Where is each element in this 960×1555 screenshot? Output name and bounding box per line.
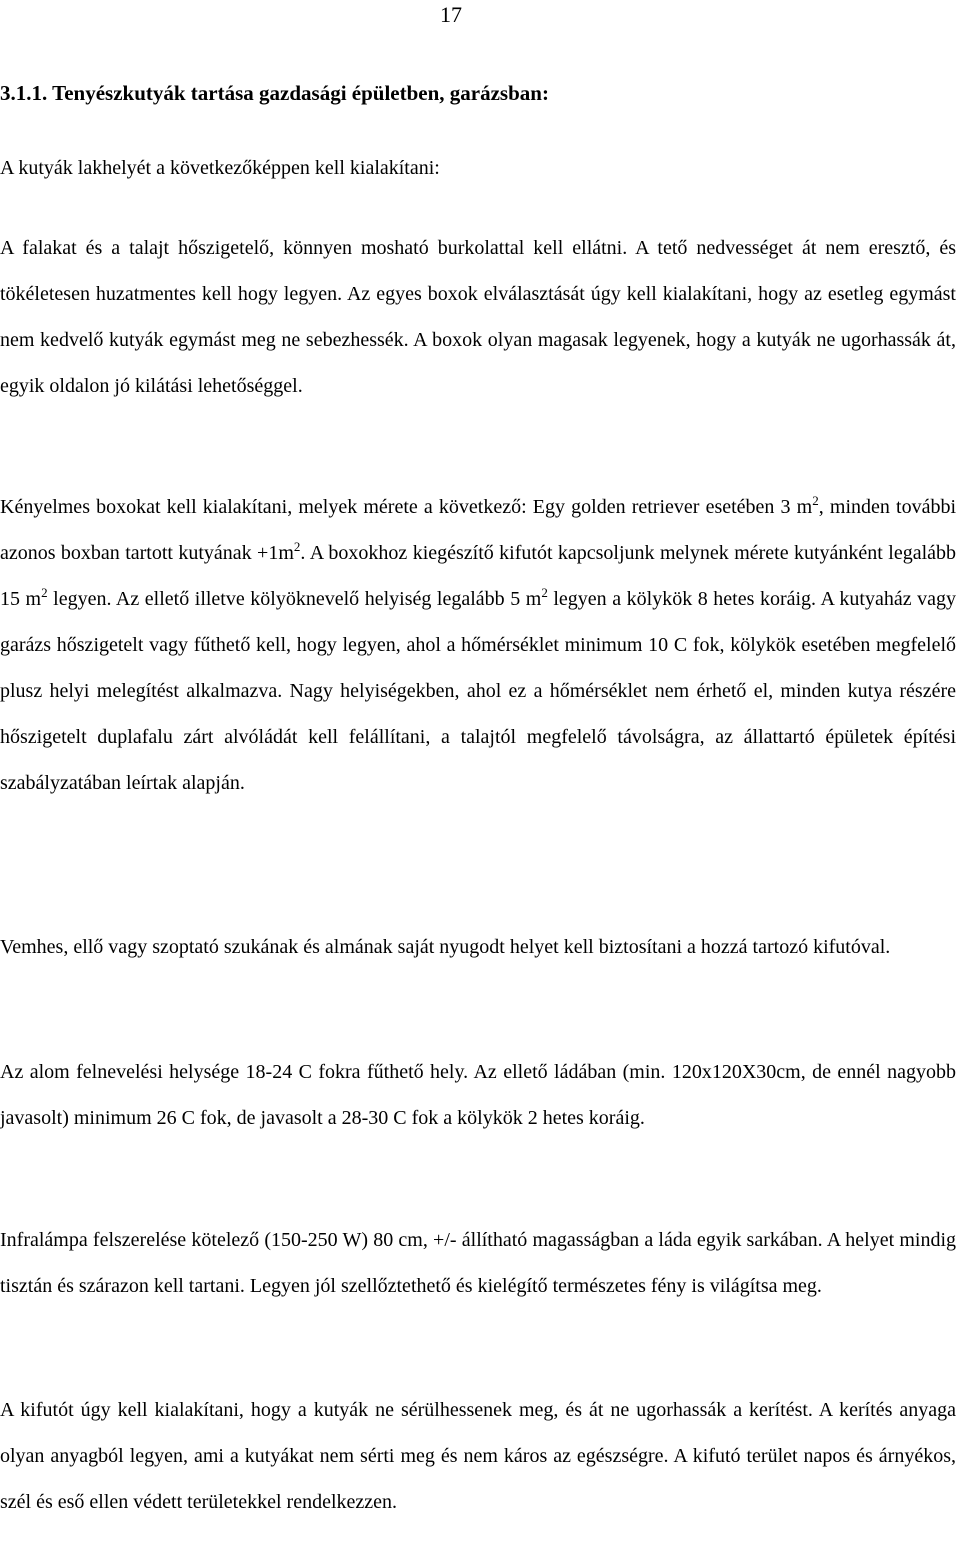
boxes-text-4: legyen. Az ellető illetve kölyöknevelő helyiség legalább 5 m [47, 588, 542, 610]
boxes-text-3: . A boxokhoz kiegészítő kifutót kapcsoljunk melynek mérete kutyánként legalább 15 m [0, 542, 957, 610]
boxes-text-1: Kényelmes boxokat kell kialakítani, melyek mérete a következő: Egy golden retriever esetében 3 m [0, 496, 813, 518]
page-number: 17 [440, 2, 462, 27]
superscript-2: 2 [541, 585, 548, 601]
superscript-2: 2 [293, 539, 301, 555]
superscript-2: 2 [41, 585, 48, 601]
boxes-text-2: , minden további azonos boxban tartott kutyának +1m [0, 496, 957, 564]
section-heading: 3.1.1. Tenyészkutyák tartása gazdasági épületben, garázsban: [0, 81, 549, 105]
superscript-2: 2 [812, 493, 819, 509]
boxes-text-5: legyen a kölykök 8 hetes koráig. A kutyaház vagy garázs hőszigetelt vagy fűthető kell, hogy legyen, ahol a hőmérséklet minimum 10 C fok, kölykök esetében megfelelő plusz helyi melegítést alkalmazva. Nagy helyiségekben, ahol ez a hőmérséklet nem érhető el, minden kutya részére hőszigetelt duplafalu zárt alvóládát kell felállítani, a talajtól megfelelő távolságra, az állattartó épületek építési szabályzatában leírtak alapján. [0, 588, 956, 794]
run-paragraph: A kifutót úgy kell kialakítani, hogy a kutyák ne sérülhessenek meg, és át ne ugorhassák a kerítést. A kerítés anyaga olyan anyagból legyen, ami a kutyákat nem sérti meg és nem káros az egészségre. A kifutó terület napos és árnyékos, szél és eső ellen védett területekkel rendelkezzen. [0, 1399, 956, 1513]
intro-paragraph: A kutyák lakhelyét a következőképpen kell kialakítani: [0, 157, 440, 179]
boxes-paragraph [0, 484, 956, 806]
lamp-paragraph: Infralámpa felszerelése kötelező (150-250 W) 80 cm, +/- állítható magasságban a láda egyik sarkában. A helyet mindig tisztán és szárazon kell tartani. Legyen jól szellőztethető és kielégítő természetes fény is világítsa meg. [0, 1229, 956, 1297]
pregnant-paragraph: Vemhes, ellő vagy szoptató szukának és almának saját nyugodt helyet kell biztosítani a hozzá tartozó kifutóval. [0, 936, 891, 958]
heat-paragraph: Az alom felnevelési helysége 18-24 C fokra fűthető hely. Az ellető ládában (min. 120x120X30cm, de ennél nagyobb javasolt) minimum 26 C fok, de javasolt a 28-30 C fok a kölykök 2 hetes koráig. [0, 1061, 956, 1129]
walls-paragraph: A falakat és a talajt hőszigetelő, könnyen mosható burkolattal kell ellátni. A tető nedvességet át nem eresztő, és tökéletesen huzatmentes kell hogy legyen. Az egyes boxok elválasztását úgy kell kialakítani, hogy az esetleg egymást nem kedvelő kutyák egymást meg ne sebezhessék. A boxok olyan magasak legyenek, hogy a kutyák ne ugorhassák át, egyik oldalon jó kilátási lehetőséggel. [0, 237, 956, 397]
